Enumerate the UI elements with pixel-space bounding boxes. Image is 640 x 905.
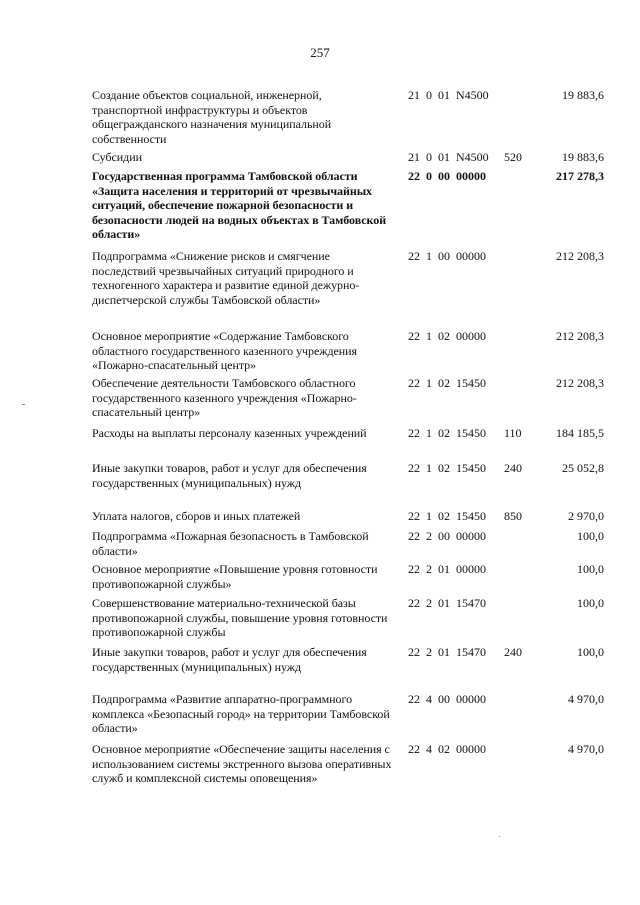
row-amount: 100,0 [577, 529, 604, 543]
scan-speck [499, 836, 500, 837]
row-amount: 2 970,0 [568, 509, 604, 523]
row-code: 22 1 02 00000 [408, 329, 486, 343]
row-amount: 212 208,3 [556, 249, 604, 263]
row-expense-type: 240 [504, 645, 522, 659]
row-description: Субсидии [92, 150, 142, 164]
row-expense-type: 850 [504, 509, 522, 523]
row-expense-type: 110 [504, 426, 522, 440]
row-amount: 217 278,3 [556, 169, 604, 183]
row-description: Государственная программа Тамбовской области «Защита населения и территорий от чрезвычайных ситуаций, обеспечение пожарной безопасности и безопасности людей на водных объектах в Тамбовской области» [92, 169, 387, 241]
row-code: 22 2 01 00000 [408, 562, 486, 576]
row-code: 22 1 02 15450 [408, 509, 486, 523]
row-code: 21 0 01 N4500 [408, 88, 489, 102]
row-code: 22 4 02 00000 [408, 742, 486, 756]
row-description: Основное мероприятие «Обеспечение защиты населения с использованием системы экстренного вызова оперативных служб и комплексной системы оповещения» [92, 742, 392, 785]
row-amount: 100,0 [577, 562, 604, 576]
row-code: 22 2 01 15470 [408, 645, 486, 659]
row-code: 22 1 00 00000 [408, 249, 486, 263]
row-description: Совершенствование материально-технической базы противопожарной службы, повышение уровня готовности противопожарной службы [92, 596, 388, 639]
row-description: Подпрограмма «Развитие аппаратно-программного комплекса «Безопасный город» на территории Тамбовской области» [92, 692, 390, 735]
row-description: Подпрограмма «Пожарная безопасность в Тамбовской области» [92, 529, 369, 558]
row-code: 21 0 01 N4500 [408, 150, 489, 164]
row-amount: 19 883,6 [562, 150, 604, 164]
row-amount: 212 208,3 [556, 376, 604, 390]
row-description: Основное мероприятие «Повышение уровня готовности противопожарной службы» [92, 562, 378, 591]
row-amount: 4 970,0 [568, 742, 604, 756]
row-description: Основное мероприятие «Содержание Тамбовского областного государственного казенного учреждения «Пожарно-спасательный центр» [92, 329, 358, 372]
row-amount: 19 883,6 [562, 88, 604, 102]
row-code: 22 4 00 00000 [408, 692, 486, 706]
row-description: Расходы на выплаты персоналу казенных учреждений [92, 426, 367, 440]
row-expense-type: 520 [504, 150, 522, 164]
page-number: 257 [310, 45, 330, 60]
row-code: 22 1 02 15450 [408, 426, 486, 440]
row-code: 22 2 01 15470 [408, 596, 486, 610]
row-description: Уплата налогов, сборов и иных платежей [92, 509, 301, 523]
row-description: Создание объектов социальной, инженерной, транспортной инфраструктуры и объектов общегражданского назначения муниципальной собственности [92, 88, 332, 146]
row-amount: 212 208,3 [556, 329, 604, 343]
row-amount: 100,0 [577, 596, 604, 610]
scan-speck [22, 404, 25, 405]
row-expense-type: 240 [504, 461, 522, 475]
row-amount: 25 052,8 [562, 461, 604, 475]
row-amount: 4 970,0 [568, 692, 604, 706]
row-description: Подпрограмма «Снижение рисков и смягчение последствий чрезвычайных ситуаций природного и техногенного характера и развитие единой дежурно-диспетчерской службы Тамбовской области» [92, 249, 360, 307]
row-amount: 184 185,5 [556, 426, 604, 440]
row-code: 22 0 00 00000 [408, 169, 486, 183]
row-code: 22 2 00 00000 [408, 529, 486, 543]
row-amount: 100,0 [577, 645, 604, 659]
row-description: Иные закупки товаров, работ и услуг для обеспечения государственных (муниципальных) нужд [92, 461, 367, 490]
row-description: Обеспечение деятельности Тамбовского областного государственного казенного учреждения «Пожарно-спасательный центр» [92, 376, 357, 419]
row-description: Иные закупки товаров, работ и услуг для обеспечения государственных (муниципальных) нужд [92, 645, 367, 674]
row-code: 22 1 02 15450 [408, 461, 486, 475]
row-code: 22 1 02 15450 [408, 376, 486, 390]
